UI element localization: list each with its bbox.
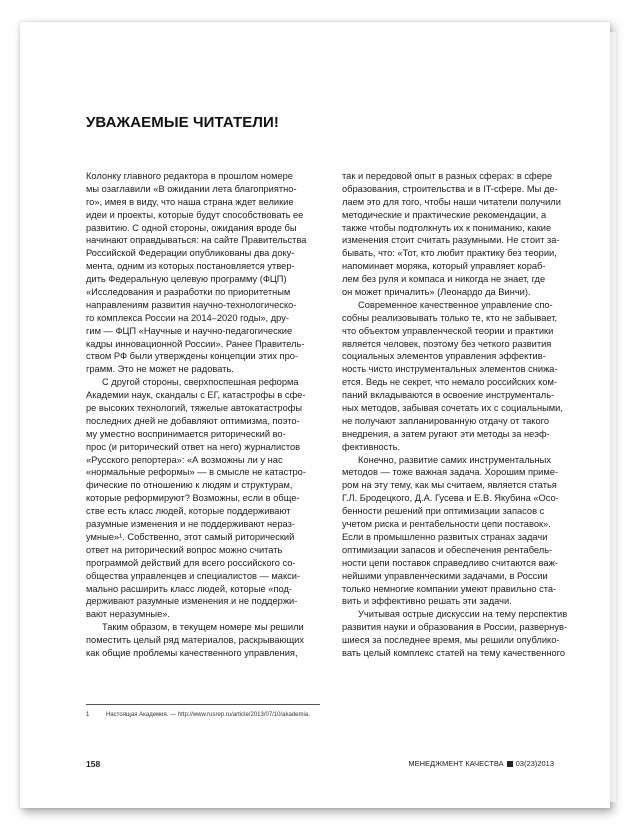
- page-number: 158: [86, 759, 101, 769]
- left-column: [86, 170, 320, 660]
- text-line: паний вкладываются в освоение инструменталь-: [342, 390, 555, 401]
- text-line: также чтобы подтолкнуть их к пониманию, какие: [342, 222, 552, 233]
- text-line: фические по отношению к людям и структурам,: [86, 480, 293, 491]
- text-line: С другой стороны, сверхпоспешная реформа: [102, 377, 299, 388]
- text-line: «Исследования и разработки по приоритетным: [86, 287, 291, 298]
- footnote-text: Настоящая Академия. — http://www.rusrep.ru/article/2013/07/10/akademia.: [106, 712, 310, 718]
- text-line: только немногие компании умеют правильно ста-: [342, 583, 557, 594]
- text-line: ности цепи поставок справедливо считаются важ-: [342, 557, 558, 568]
- text-line: шиеся за последнее время, мы решили опублико-: [342, 635, 560, 646]
- text-line: ответ на риторический вопрос можно считать: [86, 544, 283, 555]
- text-line: что объектом управленческой теории и практики: [342, 325, 554, 336]
- text-line: изменения стоит считать разумными. Не стоит за-: [342, 235, 560, 246]
- text-line: образования, строительства и в IT-сфере. Мы де-: [342, 183, 558, 194]
- footnote-divider: [86, 704, 320, 705]
- text-line: методические и практические рекомендации, а: [342, 209, 547, 220]
- text-line: мы озаглавили «В ожидании лета благоприятно-: [86, 183, 297, 194]
- text-line: фективность.: [342, 441, 401, 452]
- text-line: умные»¹. Собственно, этот самый риторический: [86, 531, 295, 542]
- text-line: направлениям развития научно-технологическо-: [86, 299, 297, 310]
- document-page: [20, 22, 610, 808]
- text-line: социальных элементов управления эффектив-: [342, 351, 546, 362]
- text-line: ных методов, забывая сочетать их с социальными,: [342, 403, 563, 414]
- text-line: дить Федеральную целевую программу (ФЦП): [86, 274, 287, 285]
- text-line: лаем это для того, чтобы наши читатели получили: [342, 196, 561, 207]
- text-line: ется. Ведь не секрет, что немало российских ком-: [342, 377, 557, 388]
- text-line: методов — тоже важная задача. Хорошим приме-: [342, 467, 559, 478]
- text-line: Г.Л. Бродецкого, Д.А. Гусева и Е.В. Якубина «Осо-: [342, 493, 559, 504]
- text-line: ность чисто инструментальных элементов снижа-: [342, 364, 558, 375]
- text-line: вают неразумные».: [86, 609, 170, 620]
- text-line: мента, одним из которых постановляется утвер-: [86, 261, 295, 272]
- running-footer: [408, 759, 554, 768]
- text-line: поместить целый ряд материалов, раскрывающих: [86, 635, 305, 646]
- text-line: грамм. Это не может не радовать.: [86, 364, 234, 375]
- text-line: Российской Федерации опубликованы два доку-: [86, 248, 295, 259]
- text-line: лем без руля и компаса и никогда не знает, где: [342, 274, 546, 285]
- text-line: го», имея в виду, что наша страна ждет великие: [86, 196, 294, 207]
- text-line: собны реализовывать только те, кто не забывает,: [342, 312, 558, 323]
- text-line: последних дней не добавляют оптимизма, поэто-: [86, 415, 300, 426]
- text-line: мально расширить класс людей, которые «под-: [86, 583, 292, 594]
- page-title: УВАЖАЕМЫЕ ЧИТАТЕЛИ!: [86, 114, 279, 131]
- text-line: напоминает моряка, который управляет кораб-: [342, 261, 546, 272]
- text-line: как общие проблемы качественного управления,: [86, 647, 298, 658]
- right-column: [342, 170, 576, 660]
- text-line: ством РФ были утверждены концепции этих про-: [86, 351, 299, 362]
- text-line: развития науки и образования в России, развернув-: [342, 622, 568, 633]
- text-line: гим — ФЦП «Научные и научно-педагогические: [86, 325, 293, 336]
- footnote-number: 1: [86, 712, 90, 718]
- text-line: Академии наук, скандалы с ЕГ, катастрофы в сфе-: [86, 390, 306, 401]
- text-line: он может причалить» (Леонардо да Винчи).: [342, 287, 531, 298]
- text-line: держивают разумные изменения и не поддержи-: [86, 596, 298, 607]
- text-line: ром на эту тему, как мы считаем, является статья: [342, 480, 557, 491]
- text-line: кадры инновационной России». Ранее Правитель-: [86, 338, 305, 349]
- text-line: вать целый комплекс статей на тему качественного: [342, 647, 565, 658]
- journal-name: МЕНЕДЖМЕНТ КАЧЕСТВА: [408, 759, 504, 768]
- text-line: Учитывая острые дискуссии на тему перспектив: [358, 609, 568, 620]
- text-line: стве есть класс людей, которые поддерживают: [86, 506, 291, 517]
- text-line: оптимизации запасов и обеспечения рентабель-: [342, 544, 553, 555]
- square-separator-icon: [507, 761, 513, 767]
- issue-number: 03(23)2013: [515, 759, 554, 768]
- text-line: учетом риска и рентабельности цепи поставок».: [342, 519, 551, 530]
- text-line: разумные изменения и не поддерживают нераз-: [86, 519, 295, 530]
- text-line: Конечно, развитие самих инструментальных: [358, 454, 551, 465]
- text-line: Колонку главного редактора в прошлом номере: [86, 171, 293, 181]
- text-line: бывать, что: «Тот, кто любит практику без теории,: [342, 248, 557, 259]
- page-edge-shadow: [610, 32, 616, 802]
- text-line: является человек, поэтому без четкого развития: [342, 338, 552, 349]
- text-line: программой действий для всего российского со-: [86, 557, 296, 568]
- text-line: вить и эффективно решать эти задачи.: [342, 596, 512, 607]
- text-line: прос (и риторический ответ на него) журналистов: [86, 441, 301, 452]
- text-line: «Русского репортера»: «А возможны ли у нас: [86, 454, 283, 465]
- text-line: начинают оправдываться: на сайте Правительства: [86, 235, 307, 246]
- text-line: которые реформируют? Возможны, если в обще-: [86, 493, 300, 504]
- footnote: [86, 712, 336, 718]
- text-line: му уместно воспринимается риторический во-: [86, 428, 286, 439]
- text-line: нейшими управленческими задачами, в России: [342, 570, 548, 581]
- text-line: «нормальные реформы» — в смысле не катастро-: [86, 467, 306, 478]
- text-line: Если в промышленно развитых странах задачи: [342, 531, 548, 542]
- text-line: ре высоких технологий, тяжелые автокатастрофы: [86, 403, 303, 414]
- text-line: общества управленцев и специалистов — макси-: [86, 570, 301, 581]
- text-line: так и передовой опыт в разных сферах: в сфере: [342, 171, 553, 181]
- text-line: го комплекса России на 2014–2020 годы», дру-: [86, 312, 289, 323]
- text-line: идеи и проекты, которые будут способствовать ее: [86, 209, 304, 220]
- text-line: Современное качественное управление спо-: [358, 299, 553, 310]
- text-line: Таким образом, в текущем номере мы решили: [102, 622, 304, 633]
- text-line: внедрения, а затем ругают эти методы за неэф-: [342, 428, 550, 439]
- text-line: бенности решений при оптимизации запасов с: [342, 506, 545, 517]
- text-line: развитию. С одной стороны, ожидания вроде бы: [86, 222, 297, 233]
- text-line: не получают запланированную отдачу от такого: [342, 415, 550, 426]
